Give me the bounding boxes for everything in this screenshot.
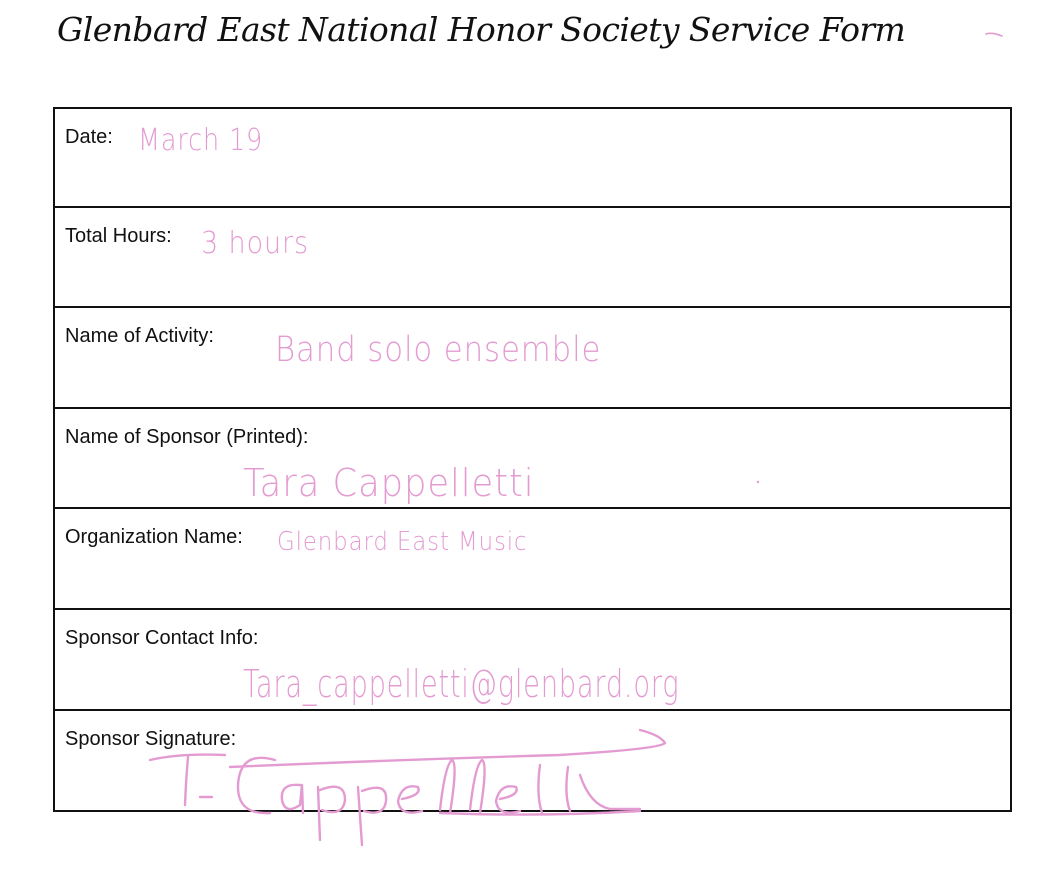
row-total-hours: [53, 208, 1012, 309]
row-date: [53, 107, 1012, 208]
sponsor-signature-image: [140, 725, 680, 850]
sponsor-signature-label: Sponsor Signature:: [65, 727, 237, 750]
date-value: March 19: [138, 123, 264, 158]
row-sponsor-contact: [53, 610, 1012, 711]
sponsor-name-value: Tara Cappelletti: [243, 460, 535, 505]
stray-ink-dot: [755, 479, 761, 485]
service-form-table: [53, 107, 1012, 812]
activity-name-value: Band solo ensemble: [275, 330, 602, 371]
organization-name-label: Organization Name:: [65, 526, 243, 549]
sponsor-contact-value: Tara_cappelletti@glenbard.org: [243, 661, 680, 706]
row-activity-name: [53, 308, 1012, 409]
date-label: Date:: [65, 126, 113, 148]
row-sponsor-name: [53, 409, 1012, 510]
organization-name-value: Glenbard East Music: [277, 527, 528, 558]
sponsor-name-label: Name of Sponsor (Printed):: [65, 425, 309, 448]
row-organization-name: [53, 509, 1012, 610]
activity-name-label: Name of Activity:: [65, 325, 214, 348]
sponsor-contact-label: Sponsor Contact Info:: [65, 626, 259, 649]
total-hours-value: 3 hours: [201, 225, 309, 261]
form-title: Glenbard East National Honor Society Service Form: [57, 10, 906, 49]
total-hours-label: Total Hours:: [65, 224, 172, 247]
stray-ink-mark: [984, 28, 1006, 42]
